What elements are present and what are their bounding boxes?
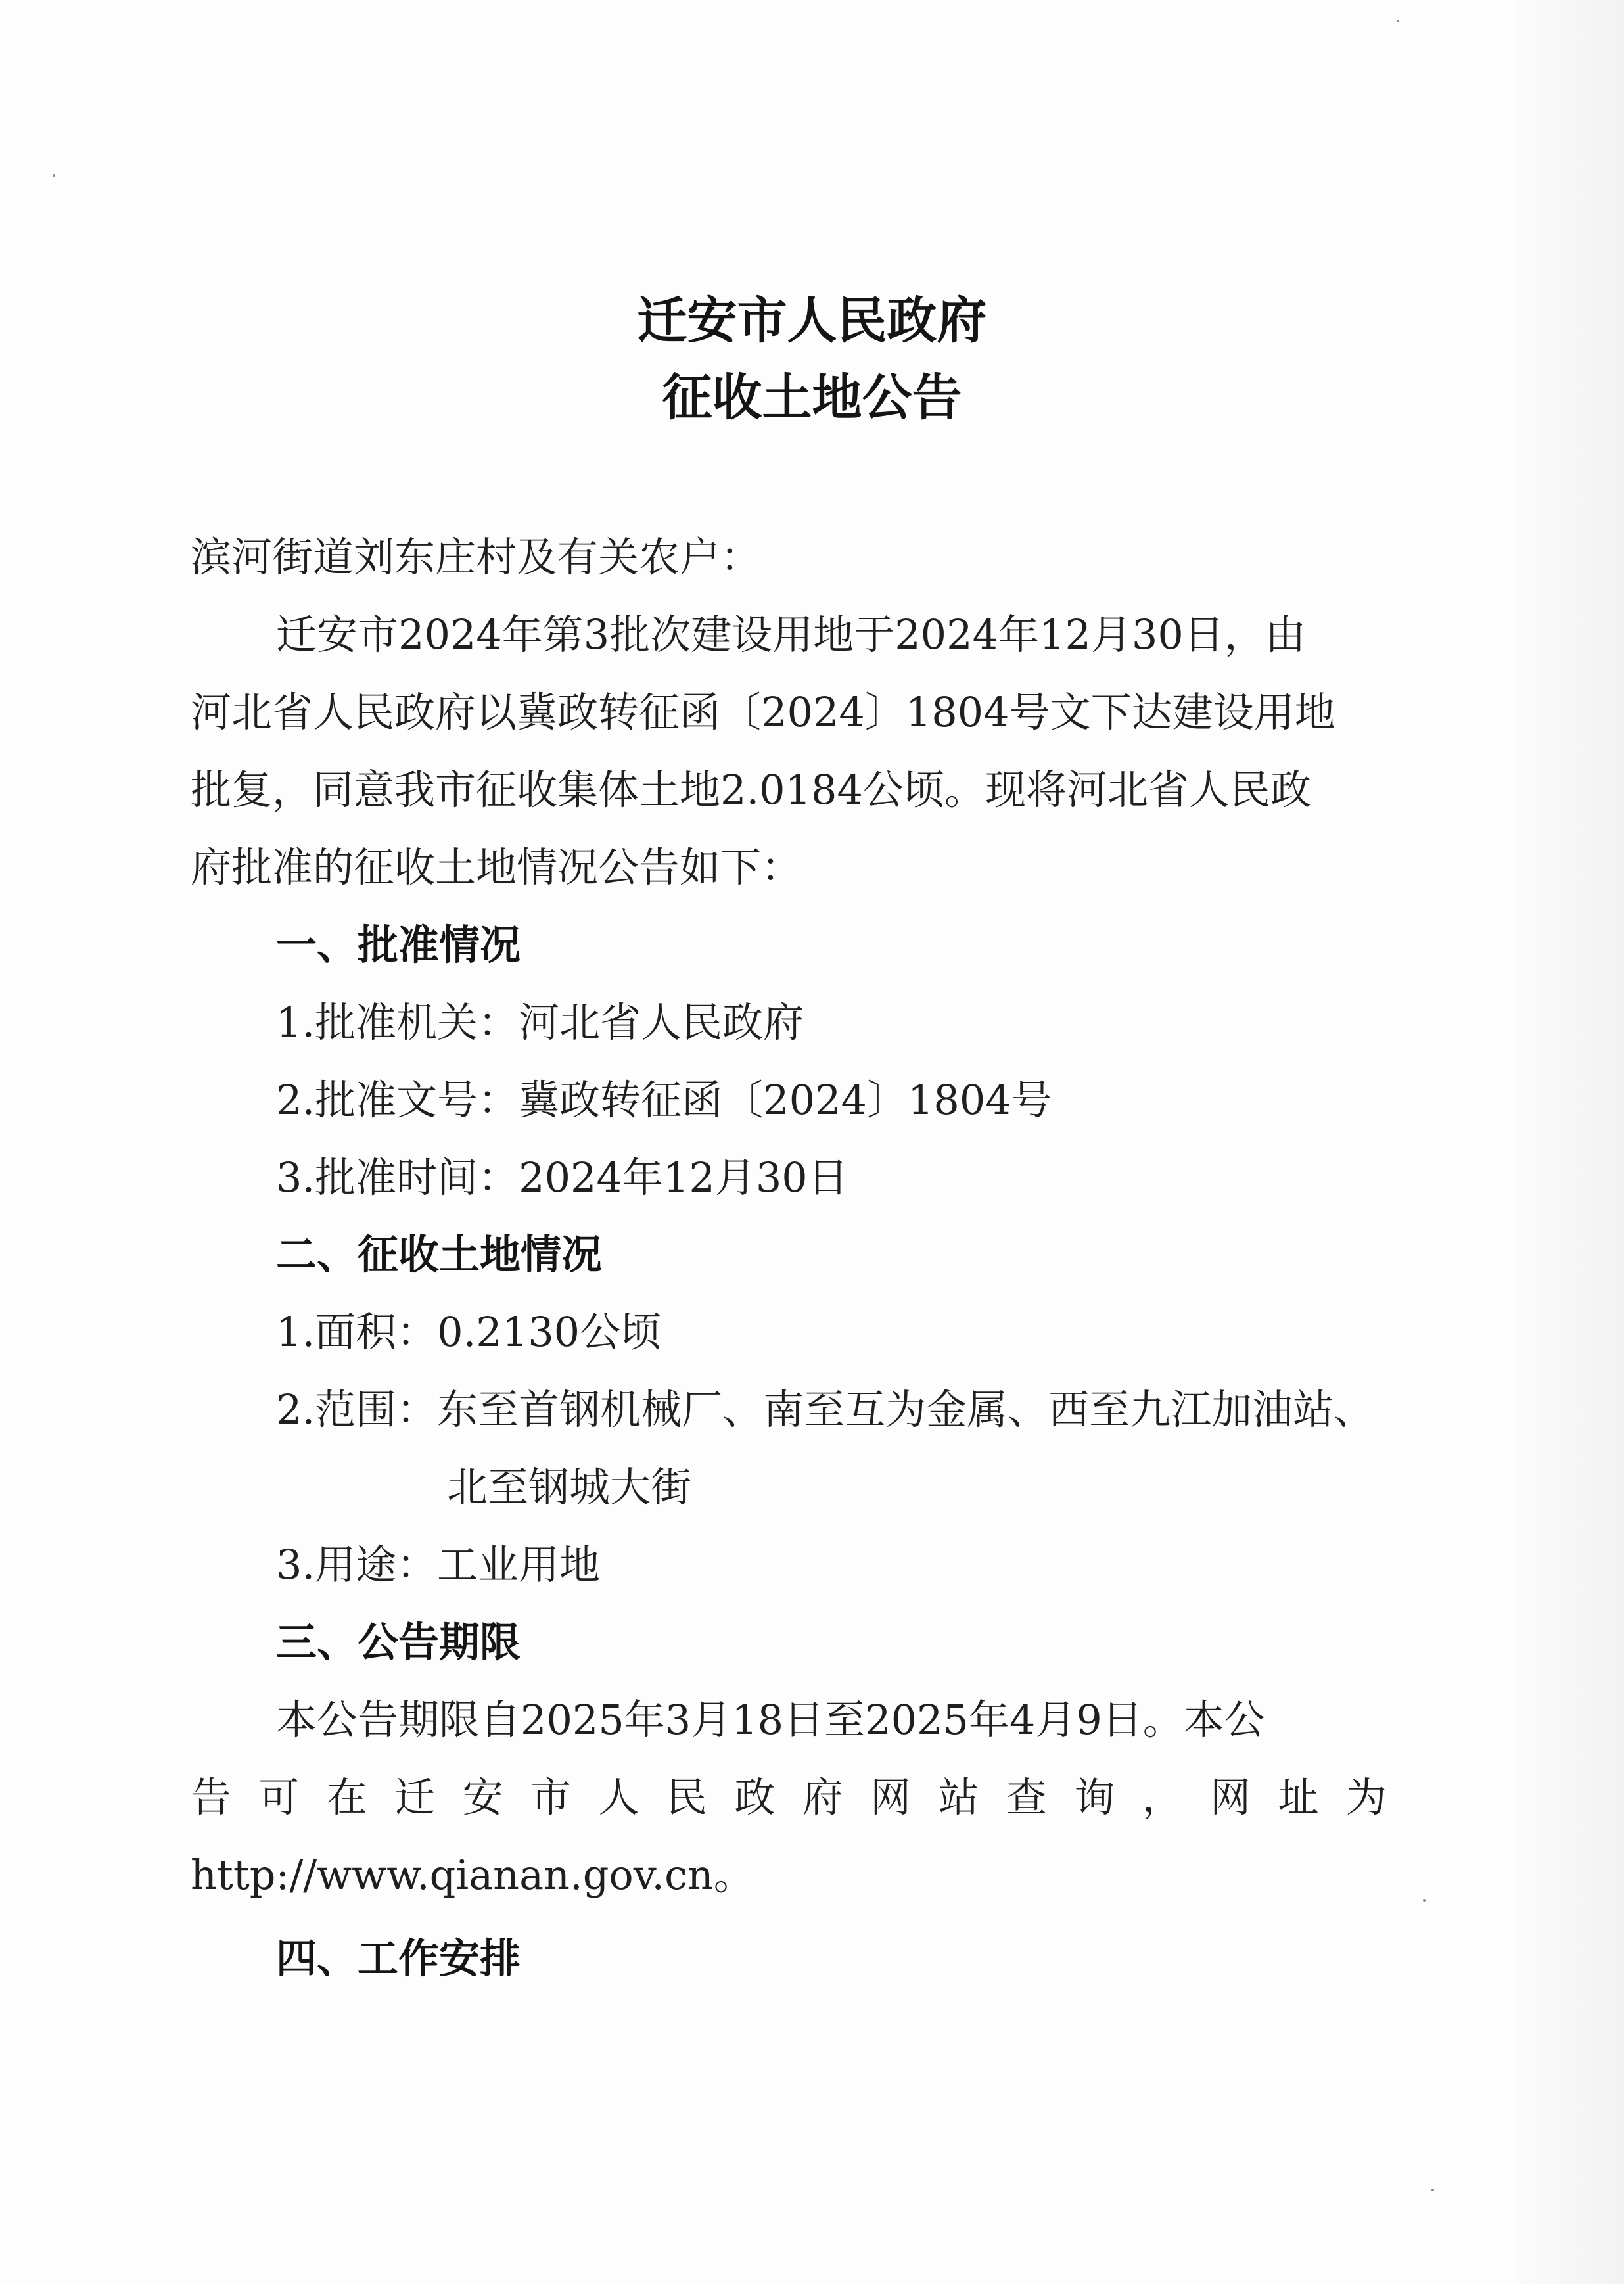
section3-char: 在 (326, 1773, 367, 1821)
section3-char: 网 (870, 1773, 912, 1821)
section3-char: 查 (1006, 1773, 1047, 1821)
intro-line-2: 河北省人民政府以冀政转征函〔2024〕1804号文下达建设用地 (191, 688, 1335, 736)
section3-heading: 三、公告期限 (276, 1618, 521, 1666)
section3-char: 址 (1278, 1773, 1319, 1821)
section3-char: 府 (802, 1773, 843, 1821)
section2-item-3: 3.用途：工业用地 (276, 1541, 601, 1589)
section3-char: 站 (938, 1773, 979, 1821)
section3-char: 网 (1210, 1773, 1251, 1821)
section3-char: 为 (1345, 1773, 1387, 1821)
scan-speck (1431, 2189, 1434, 2191)
section3-char: 迁 (394, 1773, 436, 1821)
section1-item-1: 1.批准机关：河北省人民政府 (276, 998, 804, 1046)
section3-char: 民 (666, 1773, 707, 1821)
section3-char: 市 (530, 1773, 572, 1821)
section2-heading: 二、征收土地情况 (276, 1230, 603, 1278)
document-title-line2: 征收土地公告 (662, 368, 962, 427)
section1-item-2: 2.批准文号：冀政转征函〔2024〕1804号 (276, 1076, 1052, 1124)
section3-line-1: 本公告期限自2025年3月18日至2025年4月9日。本公 (276, 1696, 1265, 1744)
scan-speck (1397, 20, 1399, 22)
section3-char: 可 (258, 1773, 300, 1821)
section3-line-2 (191, 1771, 1387, 1824)
intro-line-3: 批复，同意我市征收集体土地2.0184公顷。现将河北省人民政 (191, 766, 1311, 814)
section1-item-3: 3.批准时间：2024年12月30日 (276, 1154, 848, 1201)
section3-char: 政 (734, 1773, 776, 1821)
section3-char: 人 (598, 1773, 639, 1821)
section2-item-2-line1: 2.范围：东至首钢机械厂、南至互为金属、西至九江加油站、 (276, 1386, 1375, 1433)
intro-line-1: 迁安市2024年第3批次建设用地于2024年12月30日，由 (276, 611, 1306, 659)
intro-line-4: 府批准的征收土地情况公告如下： (191, 843, 802, 891)
section2-item-2-line2: 北至钢城大街 (447, 1463, 692, 1511)
addressee: 滨河街道刘东庄村及有关农户： (191, 533, 762, 581)
scan-speck (1423, 1899, 1426, 1902)
document-title-line1: 迁安市人民政府 (637, 291, 987, 350)
scan-speck (53, 174, 55, 177)
section3-char: 告 (191, 1773, 232, 1821)
section3-char: ， (1142, 1773, 1183, 1821)
section4-heading: 四、工作安排 (276, 1934, 521, 1982)
section1-heading: 一、批准情况 (276, 921, 521, 969)
section3-char: 安 (462, 1773, 503, 1821)
website-url: http://www.qianan.gov.cn。 (191, 1851, 754, 1899)
section2-item-1: 1.面积：0.2130公顷 (276, 1308, 662, 1356)
section3-char: 询 (1074, 1773, 1115, 1821)
